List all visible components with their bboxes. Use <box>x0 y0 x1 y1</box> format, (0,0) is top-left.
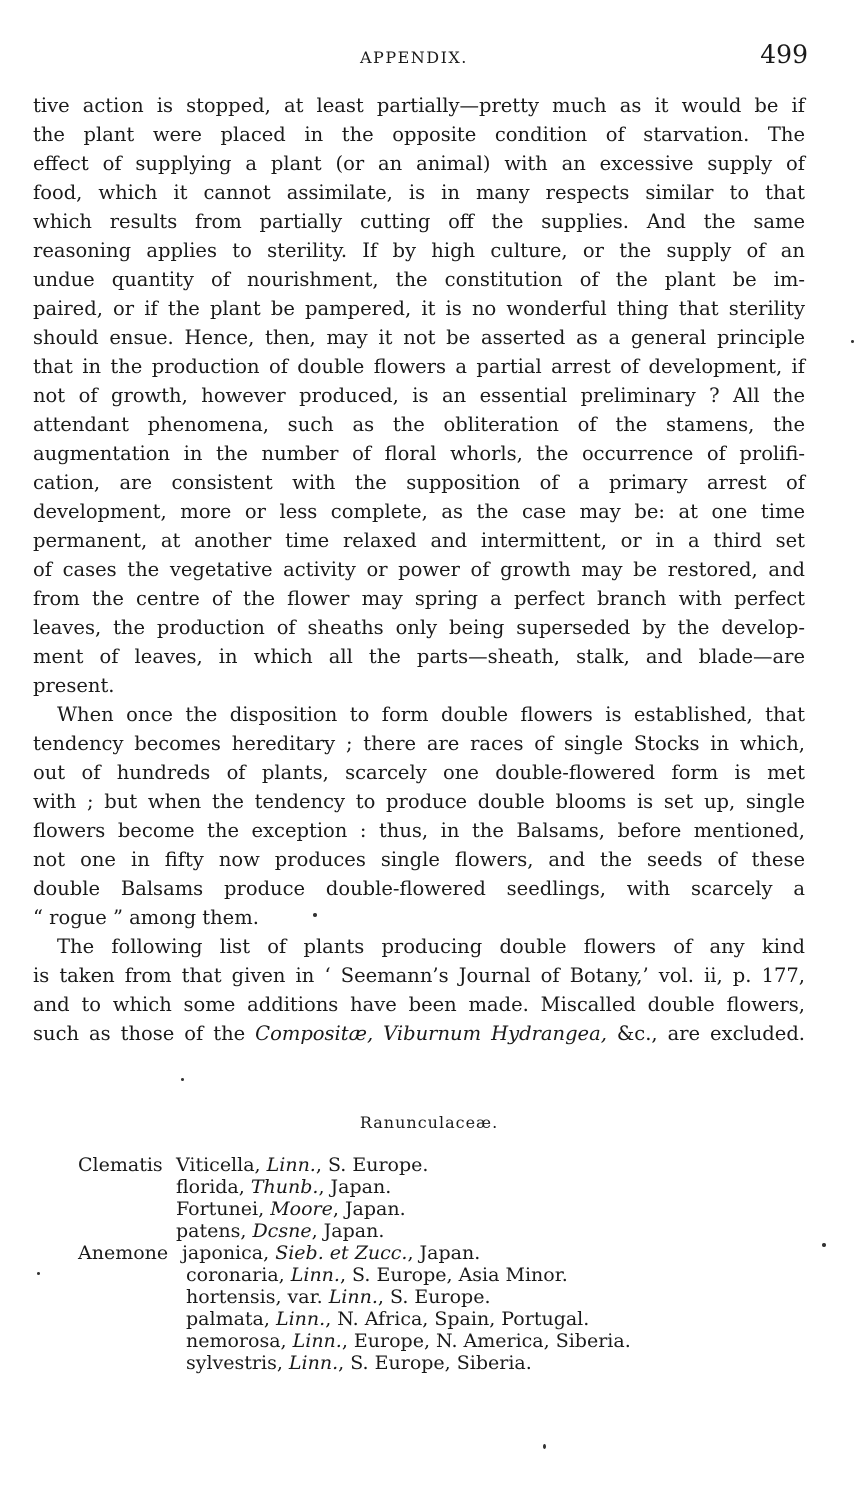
authority: Linn. <box>328 1286 378 1308</box>
list-item <box>78 1330 838 1352</box>
text-line: tendency becomes hereditary ; there are races of single Stocks in which, <box>33 732 805 755</box>
text-line: effect of supplying a plant (or an animal) with an excessive supply of <box>33 152 805 175</box>
text-line: cation, are consistent with the supposition of a primary arrest of <box>33 471 805 494</box>
list-item <box>78 1264 838 1286</box>
scan-speck <box>822 1243 826 1247</box>
species-name: Fortunei, <box>176 1198 265 1220</box>
scan-speck <box>313 913 317 917</box>
region: , Japan. <box>311 1220 385 1242</box>
text-line: not of growth, however produced, is an essential preliminary ? All the <box>33 384 805 407</box>
running-head: APPENDIX. <box>360 48 468 67</box>
species-name: Viticella, <box>176 1154 261 1176</box>
genus-name: Anemone <box>78 1242 169 1264</box>
region: , S. Europe, Asia Minor. <box>339 1264 568 1286</box>
scan-speck <box>851 340 854 343</box>
italic-taxa: Compositæ, Viburnum Hydrangea, <box>255 1022 607 1045</box>
region: , S. Europe, Siberia. <box>338 1352 532 1374</box>
text-line: development, more or less complete, as the case may be: at one time <box>33 500 805 523</box>
text-line: which results from partially cutting off the supplies. And the same <box>33 210 805 233</box>
scan-speck <box>37 1272 40 1275</box>
list-item <box>78 1286 838 1308</box>
paragraph-3 <box>33 932 805 1048</box>
species-name: coronaria, <box>186 1264 285 1286</box>
text-line: double Balsams produce double-flowered seedlings, with scarcely a <box>33 877 805 900</box>
authority: Linn. <box>288 1352 339 1374</box>
scan-speck <box>181 1078 184 1081</box>
species-name: nemorosa, <box>186 1330 287 1352</box>
text-line: reasoning applies to sterility. If by high culture, or the supply of an <box>33 239 805 262</box>
text-line: tive action is stopped, at least partially—pretty much as it would be if <box>33 94 805 117</box>
text-line: and to which some additions have been made. Miscalled double flowers, <box>33 993 805 1016</box>
list-item <box>78 1242 838 1264</box>
text-line: The following list of plants producing double flowers of any kind <box>57 935 805 958</box>
text-line <box>33 1019 805 1048</box>
list-item <box>78 1176 838 1198</box>
list-item <box>78 1352 838 1374</box>
species-name: florida, <box>176 1176 245 1198</box>
species-name: japonica, <box>182 1242 270 1264</box>
region: , Europe, N. America, Siberia. <box>341 1330 631 1352</box>
text-line: that in the production of double flowers a partial arrest of development, if <box>33 355 805 378</box>
text-line: with ; but when the tendency to produce double blooms is set up, single <box>33 790 805 813</box>
text-line: from the centre of the flower may spring a perfect branch with perfect <box>33 587 805 610</box>
region: , Japan. <box>407 1242 481 1264</box>
text-line: flowers become the exception : thus, in the Balsams, before mentioned, <box>33 819 805 842</box>
authority: Linn. <box>266 1154 316 1176</box>
text-line: out of hundreds of plants, scarcely one double-flowered form is met <box>33 761 805 784</box>
authority: Linn. <box>275 1308 326 1330</box>
list-item <box>78 1154 838 1176</box>
text-line: permanent, at another time relaxed and intermittent, or in a third set <box>33 529 805 552</box>
text-line: of cases the vegetative activity or power of growth may be restored, and <box>33 558 805 581</box>
text-line: present. <box>33 674 115 697</box>
authority: Moore <box>270 1198 333 1220</box>
authority: Linn. <box>292 1330 342 1352</box>
plant-list <box>78 1154 838 1374</box>
body-text <box>33 91 805 1048</box>
species-name: palmata, <box>186 1308 270 1330</box>
species-name: patens, <box>176 1220 247 1242</box>
region: , Japan. <box>318 1176 392 1198</box>
text-line: is taken from that given in ‘ Seemann’s Journal of Botany,’ vol. ii, p. 177, <box>33 964 805 987</box>
scan-speck <box>543 1444 546 1449</box>
text-line: leaves, the production of sheaths only being superseded by the develop- <box>33 616 805 639</box>
text-line: ment of leaves, in which all the parts—sheath, stalk, and blade—are <box>33 645 805 668</box>
region: , Japan. <box>332 1198 406 1220</box>
authority: Thunb. <box>250 1176 319 1198</box>
authority: Linn. <box>290 1264 340 1286</box>
text-fragment: such as those of the <box>33 1022 256 1045</box>
text-line: undue quantity of nourishment, the constitution of the plant be im- <box>33 268 805 291</box>
text-line: augmentation in the number of floral whorls, the occurrence of prolifi- <box>33 442 805 465</box>
text-line: paired, or if the plant be pampered, it is no wonderful thing that sterility <box>33 297 805 320</box>
text-line: “ rogue ” among them. <box>33 906 259 929</box>
species-name: hortensis, var. <box>186 1286 323 1308</box>
region: , S. Europe. <box>315 1154 429 1176</box>
text-line: the plant were placed in the opposite condition of starvation. The <box>33 123 805 146</box>
page-header <box>0 40 858 80</box>
paragraph-2 <box>33 700 805 932</box>
section-heading: Ranunculaceæ. <box>359 1113 499 1132</box>
genus-name: Clematis <box>78 1154 163 1176</box>
authority: Dcsne <box>252 1220 312 1242</box>
species-name: sylvestris, <box>186 1352 283 1374</box>
list-item <box>78 1308 838 1330</box>
text-line: food, which it cannot assimilate, is in many respects similar to that <box>33 181 805 204</box>
list-item <box>78 1198 838 1220</box>
region: , N. Africa, Spain, Portugal. <box>325 1308 590 1330</box>
region: , S. Europe. <box>377 1286 491 1308</box>
text-line: When once the disposition to form double flowers is established, that <box>57 703 805 726</box>
text-fragment: &c., are excluded. <box>606 1022 806 1045</box>
authority: Sieb. et Zucc. <box>275 1242 408 1264</box>
text-line: attendant phenomena, such as the obliteration of the stamens, the <box>33 413 805 436</box>
list-item <box>78 1220 838 1242</box>
text-line: not one in fifty now produces single flowers, and the seeds of these <box>33 848 805 871</box>
text-line: should ensue. Hence, then, may it not be asserted as a general principle <box>33 326 805 349</box>
page-number: 499 <box>760 40 808 69</box>
paragraph-1 <box>33 91 805 700</box>
